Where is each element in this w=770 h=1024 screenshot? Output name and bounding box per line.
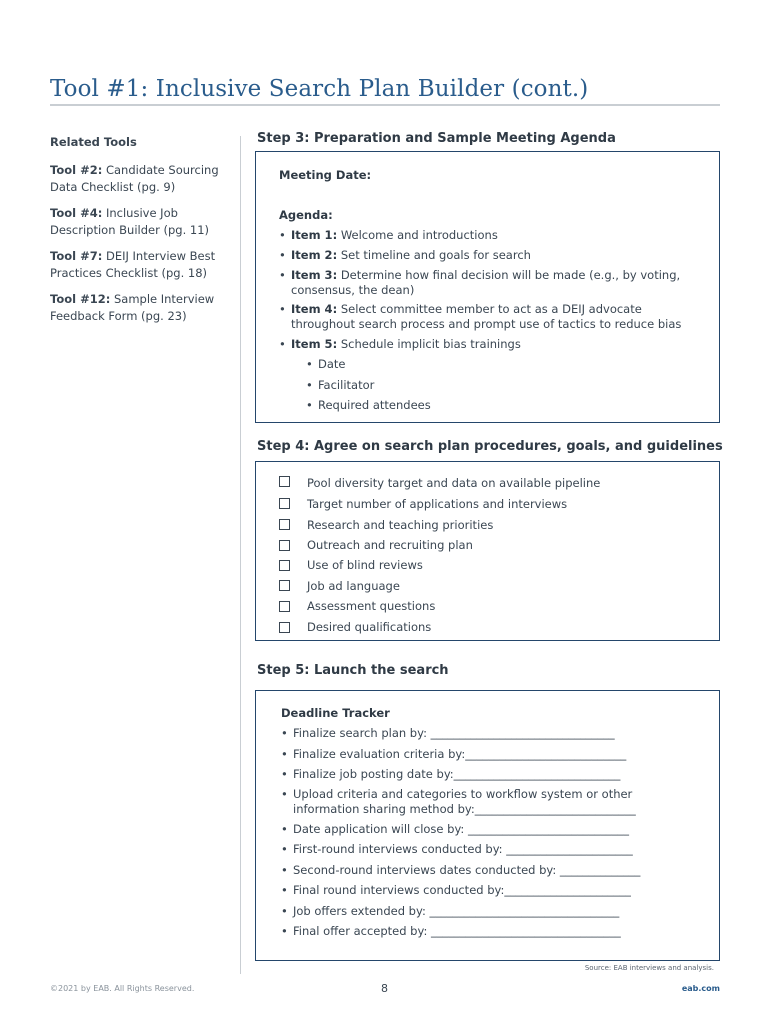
tool-number: Tool #4: xyxy=(50,206,103,220)
deadline-item-cont[interactable]: information sharing method by:____________________________ xyxy=(293,802,636,816)
checklist-label: Research and teaching priorities xyxy=(307,518,494,532)
checkbox-target-number[interactable] xyxy=(279,498,290,509)
checklist-label: Pool diversity target and data on available pipeline xyxy=(307,476,601,490)
checkbox-research-priorities[interactable] xyxy=(279,519,290,530)
checklist-label: Outreach and recruiting plan xyxy=(307,538,473,552)
tool-name: Candidate Sourcing xyxy=(105,163,219,177)
tool-name: DEIJ Interview Best xyxy=(105,249,216,263)
agenda-item-1: • Item 1: Welcome and introductions xyxy=(279,228,498,242)
checkbox-assessment-questions[interactable] xyxy=(279,601,290,612)
step-3-heading: Step 3: Preparation and Sample Meeting Agenda xyxy=(257,131,616,146)
source-note: Source: EAB interviews and analysis. xyxy=(584,964,714,972)
page-number: 8 xyxy=(381,982,388,995)
page-title: Tool #1: Inclusive Search Plan Builder (cont.) xyxy=(50,76,589,102)
deadline-item[interactable]: • Upload criteria and categories to workflow system or other xyxy=(281,787,633,801)
tool-name-cont: Description Builder (pg. 11) xyxy=(50,223,209,237)
checkbox-blind-reviews[interactable] xyxy=(279,560,290,571)
checklist-label: Target number of applications and interviews xyxy=(307,497,568,511)
deadline-item[interactable]: • Finalize evaluation criteria by:____________________________ xyxy=(281,747,627,761)
tool-name-cont: Data Checklist (pg. 9) xyxy=(50,180,176,194)
agenda-item-2: • Item 2: Set timeline and goals for search xyxy=(279,248,531,262)
deadline-item[interactable]: • First-round interviews conducted by: ______________________ xyxy=(281,842,633,856)
tool-name: Sample Interview xyxy=(113,292,215,306)
deadline-item[interactable]: • Finalize job posting date by:_____________________________ xyxy=(281,767,621,781)
checkbox-outreach-plan[interactable] xyxy=(279,540,290,551)
checklist-label: Use of blind reviews xyxy=(307,558,423,572)
deadline-item[interactable]: • Date application will close by: ____________________________ xyxy=(281,822,629,836)
checkbox-job-ad-language[interactable] xyxy=(279,580,290,591)
sidebar-divider xyxy=(240,136,241,974)
agenda-subitem-attendees: • Required attendees xyxy=(306,398,431,412)
tool-name-cont: Feedback Form (pg. 23) xyxy=(50,309,187,323)
agenda-item-3-cont: consensus, the dean) xyxy=(291,283,415,297)
meeting-date-label: Meeting Date: xyxy=(279,168,372,182)
tool-number: Tool #2: xyxy=(50,163,103,177)
tool-name: Inclusive Job xyxy=(105,206,178,220)
related-tools-sidebar xyxy=(50,134,230,334)
step-4-heading: Step 4: Agree on search plan procedures, goals, and guidelines xyxy=(257,439,723,454)
deadline-tracker-title: Deadline Tracker xyxy=(281,706,390,720)
step-5-heading: Step 5: Launch the search xyxy=(257,663,449,678)
site-link[interactable]: eab.com xyxy=(681,984,720,993)
agenda-subitem-facilitator: • Facilitator xyxy=(306,378,375,392)
related-tool-2[interactable] xyxy=(50,162,230,196)
deadline-item[interactable]: • Second-round interviews dates conducted by: ______________ xyxy=(281,863,641,877)
checklist-label: Assessment questions xyxy=(307,599,436,613)
deadline-item[interactable]: • Final round interviews conducted by:______________________ xyxy=(281,883,631,897)
checklist-label: Desired qualifications xyxy=(307,620,432,634)
checkbox-desired-qualifications[interactable] xyxy=(279,622,290,633)
agenda-item-3: • Item 3: Determine how final decision will be made (e.g., by voting, xyxy=(279,268,681,282)
agenda-item-4: • Item 4: Select committee member to act as a DEIJ advocate xyxy=(279,302,642,316)
agenda-item-4-cont: throughout search process and prompt use of tactics to reduce bias xyxy=(291,317,682,331)
agenda-subitem-date: • Date xyxy=(306,357,346,371)
tool-number: Tool #12: xyxy=(50,292,111,306)
deadline-item[interactable]: • Finalize search plan by: ________________________________ xyxy=(281,726,615,740)
related-tools-heading: Related Tools xyxy=(50,135,137,149)
deadline-item[interactable]: • Job offers extended by: _________________________________ xyxy=(281,904,620,918)
checklist-label: Job ad language xyxy=(307,579,400,593)
agenda-label: Agenda: xyxy=(279,208,333,222)
checkbox-pool-diversity[interactable] xyxy=(279,476,290,487)
tool-name-cont: Practices Checklist (pg. 18) xyxy=(50,266,208,280)
related-tool-12[interactable] xyxy=(50,291,230,325)
related-tool-7[interactable] xyxy=(50,248,230,282)
copyright: ©2021 by EAB. All Rights Reserved. xyxy=(50,984,195,993)
deadline-item[interactable]: • Final offer accepted by: _________________________________ xyxy=(281,924,621,938)
title-divider xyxy=(50,104,720,106)
tool-number: Tool #7: xyxy=(50,249,103,263)
related-tool-4[interactable] xyxy=(50,205,230,239)
agenda-item-5: • Item 5: Schedule implicit bias trainings xyxy=(279,337,521,351)
